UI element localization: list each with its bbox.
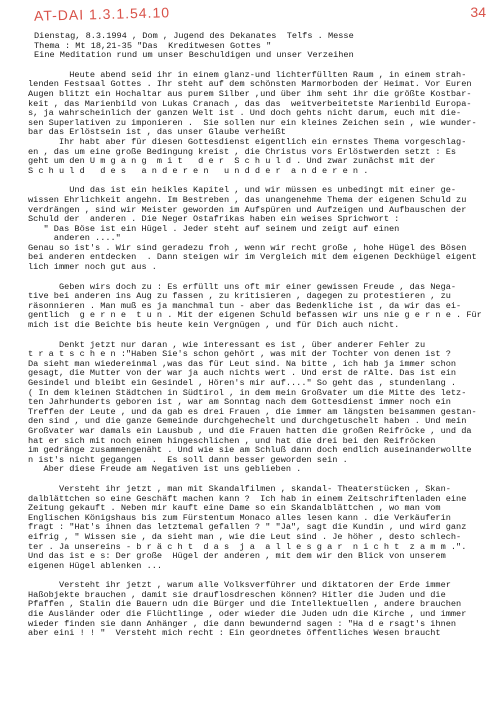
text-line: keit , das Marienbild von Lukas Cranach , das das weitverbeitetste Marienbild Europa- [28,98,472,109]
text-line: Und das ist ein heikles Kapitel , und wir müssen es unbedingt mit einer ge- [28,185,457,196]
header-line: Dienstag, 8.3.1994 , Dom , Jugend des Dekanates Telfs . Messe [34,31,354,41]
paragraph [28,186,490,272]
archive-reference-stamp: AT-DAI 1.3.1.54.10 [33,4,171,24]
text-line: Ihr habt aber für diesen Gottesdienst eigentlich ein ernstes Thema vorgeschlag- [28,136,467,147]
quote-line: " Das Böse ist ein Hügel . Jeder steht auf seinem und zeigt auf einen [28,223,400,234]
text-line: wissen Ehrlichkeit angehn. Im Bestreben , das unangenehme Thema der eigenen Schuld zu [28,194,467,205]
text-line: die Ausländer oder die Flüchtlinge , oder wieder die Juden udn die Kirche , und immer [28,609,467,620]
paragraph [28,341,490,475]
paragraph [28,283,490,331]
text-line: tive bei anderen ins Aug zu fassen , zu kritisieren , dagegen zu protestieren , zu [28,291,451,302]
paragraph [28,71,490,177]
text-line: Zeitung gekauft . Neben mir kauft eine Dame so ein Skandalblättchen , wo man vom [28,503,441,514]
text-line: gesagt, die Mutter von der war ja auch nichts wert . Und erst de rAlte. Das ist ein [28,368,457,379]
text-line: eifrig , " Wissen sie , da sieht man , wie die Leut sind . Je höher , desto schlech- [28,531,462,542]
text-line: im gedränge zusammengenäht . Und wie sie am Schluß dann doch endlich auseinanderwollte [28,445,472,456]
text-line: ter . Ja unsereins - b r ä c h t d a s j a a l l e s g a r n i c h t z a m m .". [28,541,467,552]
text-line: s, ja wahrscheinlich der ganzen Welt ist . Und doch gehts nicht darum, euch mit die- [28,108,462,119]
text-line: bei anderen entdecken . Dann steigen wir im Vergleich mit dem eigenen Deckhügel eigent [28,252,477,263]
text-line: fragt : "Hat's ihnen das letztemal gefallen ? " "Ja", sagt die Kundin , und wird ganz [28,522,467,533]
text-line: S c h u l d d e s a n d e r e n u n d d e r a n d e r e n . [28,165,369,176]
text-line: Haßobjekte brauchen , damit sie drauflosdreschen können? Hitler die Juden und die [28,589,446,600]
text-line: räsonnieren . Man muß es ja manchmal tun - aber das Bedenkliche ist , da wir das ei- [28,300,462,311]
text-line: wieder finden sie dann Anhänger , die dann bewundernd sagen : "Ha d e rsagt's ihnen [28,618,457,629]
text-line: en , das um eine große Bedingung kreist , die Christus vors Erlöstwerden setzt : Es [28,146,457,157]
text-line: Pfaffen , Stalin die Bauern udn die Bürger und die Intellektuellen , andere brauchen [28,599,462,610]
header-line: Thema : Mt 18,21-35 "Das Kreditwesen Gottes " [34,40,272,51]
text-line: gentlich g e r n e t u n . Mit der eigenen Schuld befassen wir uns nie g e r n e . Für [28,310,482,321]
text-line: Großvater war damals ein Lausbub , und die Frauen hatten die großen Reifröcke , und da [28,425,472,436]
text-line: Versteht ihr jetzt , man mit Skandalfilmen , skandal- Theaterstücken , Skan- [28,483,451,494]
text-line: mich ist die Beichte bis heute kein Vergnügen , und für Dich auch nicht. [28,320,400,331]
text-line: Englischen Königshaus bis zum Fürstentum Monaco alles lesen kann . die Verkäuferin [28,512,451,523]
text-line: hat er sich mit noch einem hingeschlichen , und hat die drei bei den Reifröcken [28,435,436,446]
page-number: 34 [470,4,486,20]
text-line: Versteht ihr jetzt , warum alle Volksverführer und diktatoren der Erde immer [28,580,451,591]
header-line: Eine Meditation rund um unser Beschuldigen und unser Verzeihen [34,50,354,61]
text-line: Genau so ist's . Wir sind geradezu froh , wenn wir recht große , hohe Hügel des Bösen [28,242,467,253]
paragraph [28,581,490,639]
text-line: Aber diese Freude am Negativen ist uns geblieben . [28,464,302,475]
text-line: Treffen der Leute , und da gab es drei Frauen , die immer am längsten beisammen gestan- [28,406,477,417]
text-line: eigenen Hügel ablenken ... [28,560,163,571]
text-line: ( In dem kleinen Städtchen in Südtirol , in dem mein Großvater um die Mitte des letz- [28,387,467,398]
text-line: Gesindel und bleibt ein Gesindel , Hören's mir auf...." So geht das , stundenlang . [28,378,457,388]
text-line: Schuld der anderen . Die Neger Ostafrikas haben ein weises Sprichwort : [28,214,400,225]
text-line: Heute abend seid ihr in einem glanz-und lichterfüllten Raum , in einem strah- [28,69,467,80]
text-line: sen Superlativen zu imponieren . Sie sollen nur ein kleines Zeichen sein , wie wunder- [28,117,477,128]
paragraph [28,485,490,571]
text-line: n ist's nicht gegangen . Es soll dann besser geworden sein . [28,454,348,465]
text-line: ten Jahrhunderts geboren ist , war am Sonntag nach dem Gottesdienst immer noch ein [28,397,451,408]
text-line: Denkt jetzt nur daran , wie interessant es ist , über anderer Fehler zu [28,339,426,350]
text-line: den sind , und die ganze Gemeinde durchgehechelt und durchgetuschelt haben . Und mein [28,416,467,427]
document-header [34,32,490,61]
text-line: Und das ist e s: Der große Hügel der anderen , mit dem wir den Blick von unserem [28,551,446,562]
text-line: Geben wirs doch zu : Es erfüllt uns oft mir einer gewissen Freude , das Nega- [28,281,457,292]
text-line: Da sieht man wiedereinmal ,was das für Leut sind. Na bitte , ich hab ja immer schon [28,358,457,369]
text-line: aber eini ! ! " Versteht mich recht : Ein geordnetes öffentliches Wesen braucht [28,628,441,639]
text-line: dalblättchen so eine Geschäft machen kann ? Ich hab in einem Zeitschriftenladen eine [28,493,467,504]
text-line: t r a t s c h e n :"Haben Sie's schon gehört , was mit der Tochter von denen ist ? [28,349,451,360]
text-line: verdrängen , sind wir Meister geworden im Aufspüren und Aufzeigen und Aufbauschen der [28,204,467,215]
text-line: lich immer noch gut aus . [28,262,157,273]
text-line: bar das Erlöstsein ist , das unser Glaube verheißt [28,127,286,138]
quote-line: anderen ...." [28,233,121,244]
text-line: Augen blitzt ein Hochaltar aus purem Silber ,und über ihm seht ihr die größte Kostbar- [28,88,472,99]
text-line: lenden Festsaal Gottes . Ihr steht auf dem schönsten Marmorboden der Heimat. Vor Euren [28,79,472,90]
text-line: geht um den U m g a n g m i t d e r S c h u l d . Und zwar zunächst mit der [28,156,436,167]
